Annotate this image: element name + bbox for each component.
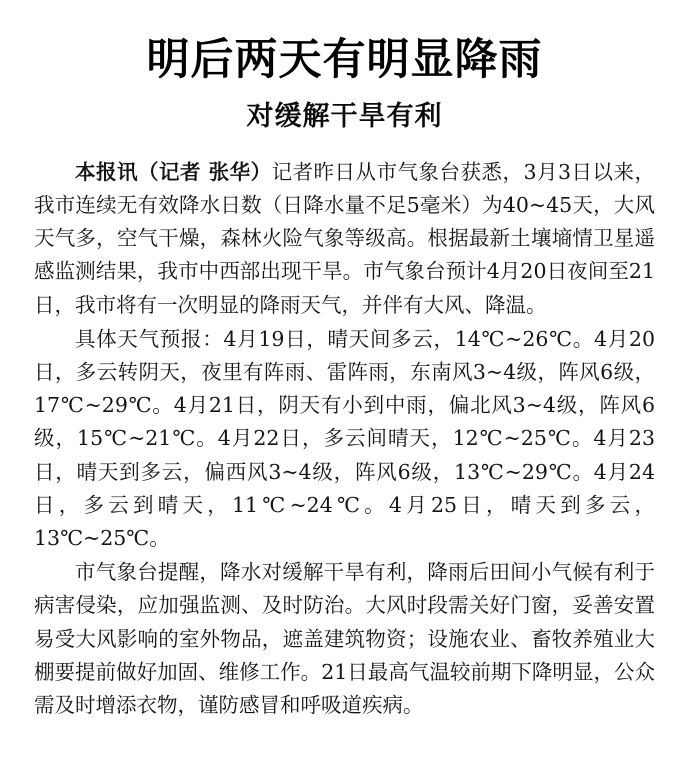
- byline: （记者 张华）: [137, 159, 272, 184]
- article-paragraph: [34, 156, 655, 322]
- article-paragraph: [34, 556, 655, 722]
- paragraph-text: 记者昨日从市气象台获悉，3月3日以来，我市连续无有效降水日数（日降水量不足5毫米）为40~45天，大风天气多，空气干燥，森林火险气象等级高。根据最新土壤墒情卫星遥感监测结果，我市中西部出现干旱。市气象台预计4月20日夜间至21日，我市将有一次明显的降雨天气，并伴有大风、降温。: [34, 159, 655, 317]
- article-paragraph: [34, 323, 655, 555]
- paragraph-text: 市气象台提醒，降水对缓解干旱有利，降雨后田间小气候有利于病害侵染，应加强监测、及时防治。大风时段需关好门窗，妥善安置易受大风影响的室外物品，遮盖建筑物资；设施农业、畜牧养殖业大棚要提前做好加固、维修工作。21日最高气温较前期下降明显，公众需及时增添衣物，谨防感冒和呼吸道疾病。: [34, 560, 655, 718]
- paragraph-text: 具体天气预报：4月19日，晴天间多云，14℃~26℃。4月20日，多云转阴天，夜里有阵雨、雷阵雨，东南风3~4级，阵风6级，17℃~29℃。4月21日，阴天有小到中雨，偏北风3~4级，阵风6级，15℃~21℃。4月22日，多云间晴天，12℃~25℃。4月23日，晴天到多云，偏西风3~4级，阵风6级，13℃~29℃。4月24日，多云到晴天，11℃~24℃。4月25日，晴天到多云，13℃~25℃。: [34, 326, 655, 551]
- article-subheadline: 对缓解干旱有利: [246, 101, 443, 133]
- article-body: [34, 156, 655, 722]
- page-title: 明后两天有明显降雨: [146, 35, 543, 85]
- lead-in-text: 本报讯: [75, 159, 138, 184]
